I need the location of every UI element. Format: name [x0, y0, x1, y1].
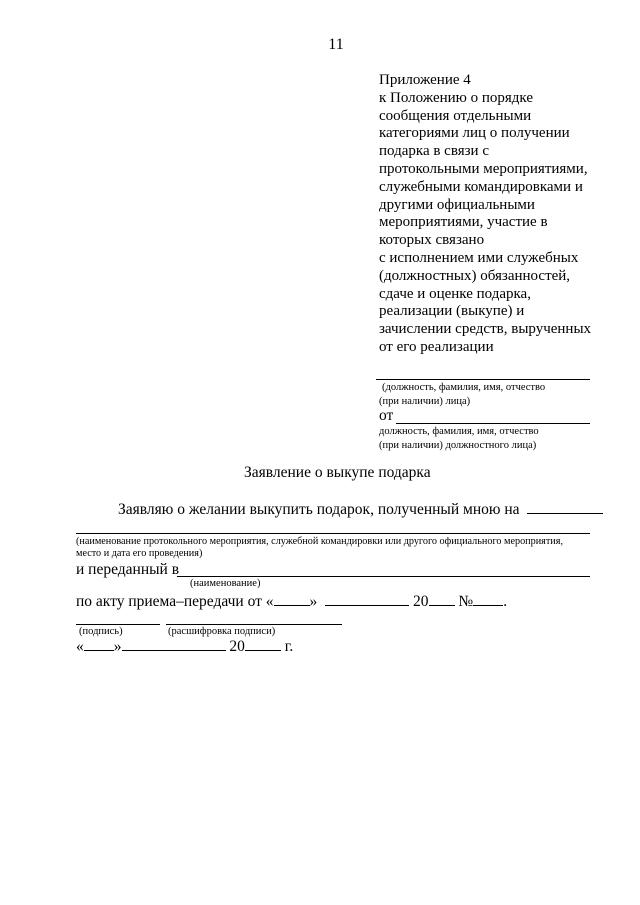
appendix-line: которых связано — [379, 232, 485, 249]
act-quote-close: » — [309, 593, 318, 610]
event-caption-2: место и дата его проведения) — [76, 548, 203, 559]
statement-blank[interactable] — [527, 499, 603, 514]
from-caption-1: должность, фамилия, имя, отчество — [379, 426, 539, 437]
appendix-line: категориями лиц о получении — [379, 125, 570, 142]
appendix-line: реализации (выкупе) и — [379, 303, 525, 320]
date-day-blank[interactable] — [84, 636, 114, 651]
appendix-line: сдаче и оценке подарка, — [379, 285, 531, 302]
date-open-quote: « — [76, 638, 84, 655]
act-year-prefix: 20 — [413, 593, 429, 610]
date-suffix: г. — [284, 638, 294, 655]
act-month-blank[interactable] — [325, 591, 409, 606]
appendix-line: к Положению о порядке — [379, 89, 533, 106]
transferred-caption: (наименование) — [190, 578, 261, 589]
to-blank-line[interactable] — [376, 379, 590, 380]
date-month-blank[interactable] — [122, 636, 226, 651]
document-title: Заявление о выкупе подарка — [244, 464, 431, 481]
act-prefix: по акту приема–передачи от « — [76, 593, 274, 610]
date-line — [76, 636, 293, 656]
appendix-line: служебными командировками и — [379, 178, 583, 195]
act-number-sign: № — [458, 593, 474, 610]
to-caption-2: (при наличии) лица) — [379, 396, 471, 407]
date-close-quote: » — [113, 638, 122, 655]
statement-label: Заявляю о желании выкупить подарок, полученный мною на — [118, 501, 520, 518]
transferred-label: и переданный в — [76, 561, 180, 578]
appendix-line: сообщения отдельными — [379, 107, 532, 124]
from-label: от — [379, 407, 394, 424]
appendix-line: зачислении средств, вырученных — [379, 321, 592, 338]
appendix-line: мероприятиями, участие в — [379, 214, 548, 231]
act-number-blank[interactable] — [473, 591, 503, 606]
appendix-line: подарка в связи с — [379, 143, 489, 160]
act-year-blank[interactable] — [429, 591, 455, 606]
act-end: . — [503, 593, 508, 610]
date-year-blank[interactable] — [245, 636, 281, 651]
act-day-blank[interactable] — [274, 591, 310, 606]
appendix-line: другими официальными — [379, 196, 535, 213]
page-number: 11 — [328, 36, 344, 53]
event-caption-1: (наименование протокольного мероприятия, служебной командировки или другого официального мероприятия, — [76, 536, 563, 547]
act-line — [76, 591, 507, 611]
from-blank-line[interactable] — [396, 423, 590, 424]
signature-decode-caption: (расшифровка подписи) — [168, 626, 276, 637]
appendix-line: Приложение 4 — [379, 72, 471, 88]
signature-caption: (подпись) — [79, 626, 123, 637]
statement-text — [118, 499, 603, 519]
event-blank-line[interactable] — [76, 533, 590, 534]
appendix-header — [379, 72, 609, 357]
appendix-line: от его реализации — [379, 338, 494, 355]
to-caption-1: (должность, фамилия, имя, отчество — [382, 382, 546, 393]
appendix-line: (должностных) обязанностей, — [379, 267, 571, 284]
from-caption-2: (при наличии) должностного лица) — [379, 440, 537, 451]
appendix-line: протокольными мероприятиями, — [379, 160, 588, 177]
date-year-prefix: 20 — [229, 638, 245, 655]
appendix-line: с исполнением ими служебных — [379, 249, 579, 266]
